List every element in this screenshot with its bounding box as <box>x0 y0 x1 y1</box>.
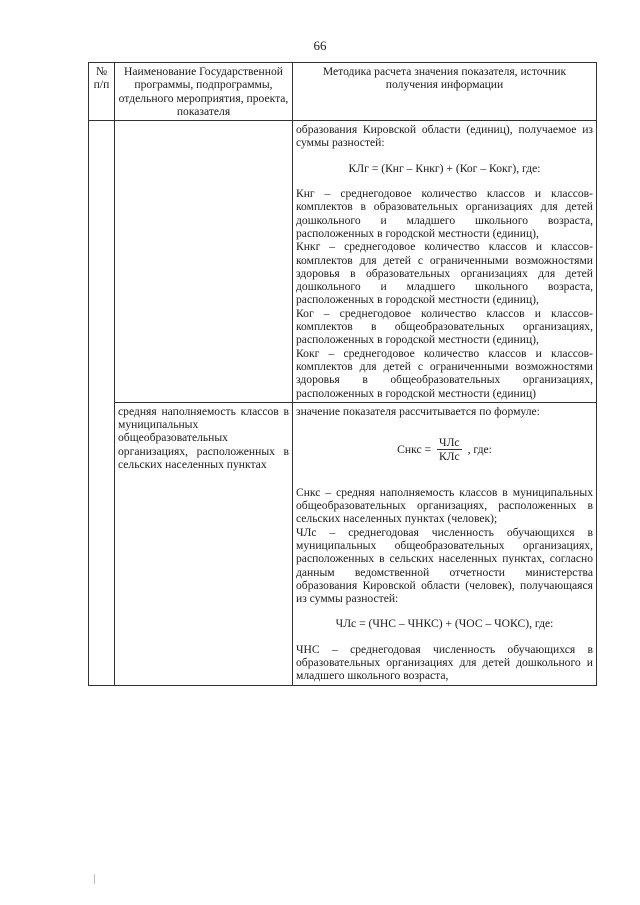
formula-fraction <box>437 436 462 464</box>
definition-paragraph: Ког – среднегодовое количество классов и классов-комплектов в общеобразовательных организациях, расположенных в городской местности (единиц), <box>296 306 593 347</box>
formula-numerator: ЧЛс <box>437 436 462 450</box>
header-number: № п/п <box>89 63 115 121</box>
formula-lhs: Cнкс = <box>397 443 432 457</box>
row-number-cell <box>89 121 115 685</box>
table-row <box>89 402 597 685</box>
definition-paragraph: Кокг – среднегодовое количество классов и классов-комплектов для детей с ограниченными возможностями здоровья в общеобразовательных организациях, расположенных в городской местности (единиц) <box>296 346 593 400</box>
row2-name-cell: средняя наполняемость классов в муниципальных общеобразовательных организациях, расположенных в сельских населенных пунктах <box>115 402 293 685</box>
definition-paragraph: Кнг – среднегодовое количество классов и классов-комплектов в образовательных организациях для детей дошкольного и младшего школьного возраста, расположенных в городской местности (единиц), <box>296 187 593 240</box>
formula-chls: ЧЛс = (ЧНС – ЧНКС) + (ЧОС – ЧОКС), где: <box>335 617 554 631</box>
header-method: Методика расчета значения показателя, источник получения информации <box>293 63 597 121</box>
formula-klg: КЛг = (Кнг – Кнкг) + (Ког – Кокг), где: <box>348 161 541 175</box>
table-header-row <box>89 63 597 121</box>
row2-method-cell <box>293 402 597 685</box>
row1-method-cell <box>293 121 597 403</box>
definition-paragraph: Кнкг – среднегодовое количество классов и классов-комплектов для детей с ограниченными возможностями здоровья в образовательных организациях для детей дошкольного и младшего школьного возраста, расположенных в городской местности (единиц), <box>296 240 593 307</box>
row1-name-cell <box>115 121 293 403</box>
definition-paragraph: Cнкс – средняя наполняемость классов в муниципальных общеобразовательных организациях, расположенных в сельских населенных пунктах (человек); <box>296 485 593 526</box>
method-intro: образования Кировской области (единиц), получаемое из суммы разностей: <box>296 123 593 150</box>
scan-mark <box>94 874 95 884</box>
page-number: 66 <box>313 38 327 53</box>
indicator-table <box>88 62 597 686</box>
definition-paragraph: ЧЛс – среднегодовая численность обучающихся в муниципальных общеобразовательных организациях, расположенных в сельских населенных пунктах, согласно данным ведомственной отчетности министерства образования Кировской области (человек), получающаяся из суммы разностей: <box>296 525 593 606</box>
formula-denominator: КЛс <box>438 450 460 464</box>
definition-paragraph: ЧНС – среднегодовая численность обучающихся в образовательных организациях для детей дошкольного и младшего школьного возраста, <box>296 642 593 683</box>
method-intro: значение показателя рассчитывается по формуле: <box>296 404 540 418</box>
table-row <box>89 121 597 403</box>
header-name: Наименование Государственной программы, подпрограммы, отдельного мероприятия, проекта, показателя <box>115 63 293 121</box>
formula-cnks <box>296 436 593 464</box>
formula-tail: , где: <box>467 443 492 457</box>
